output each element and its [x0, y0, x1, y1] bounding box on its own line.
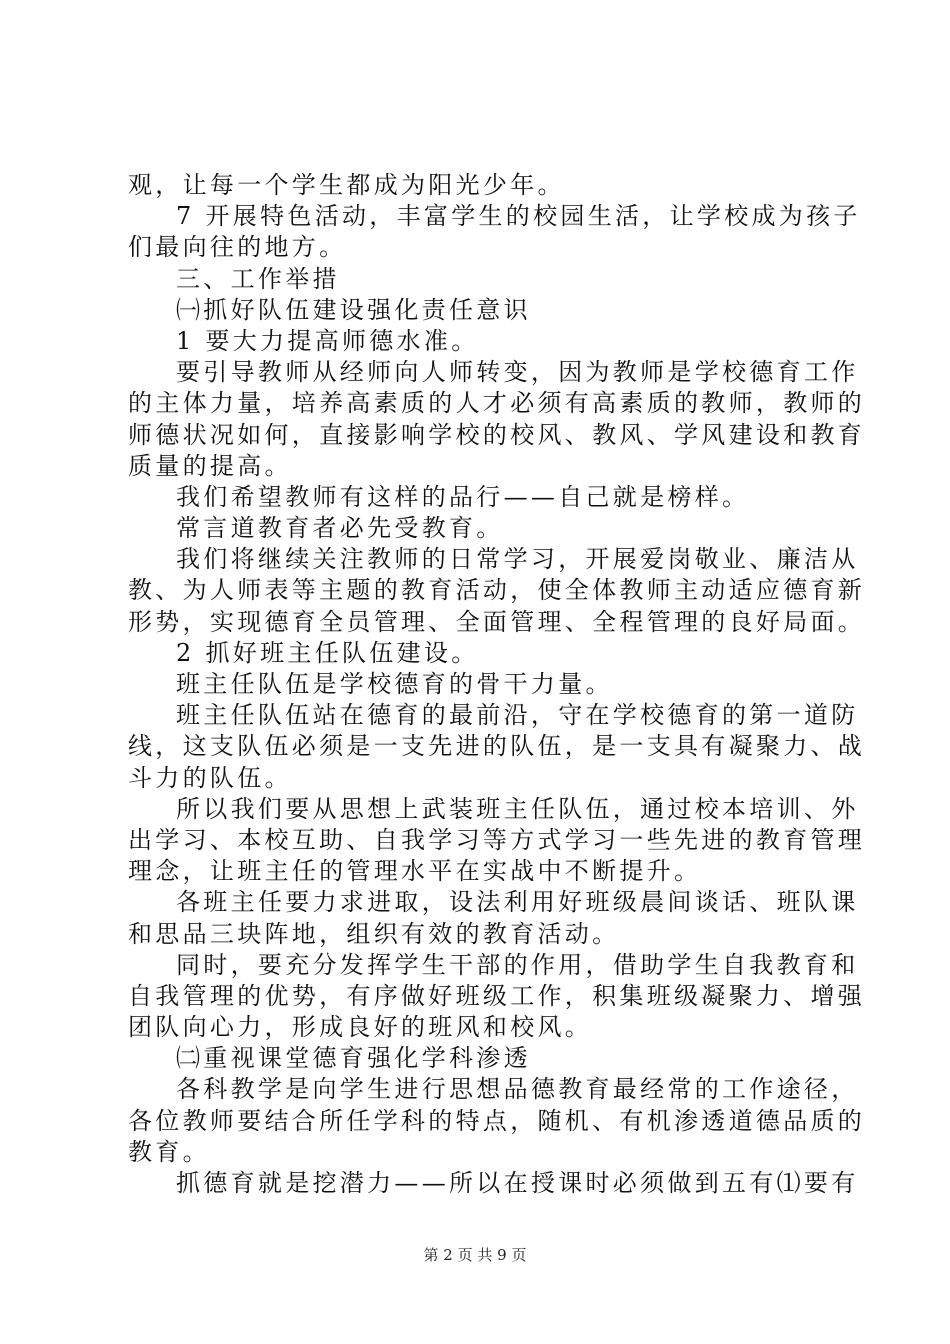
text-line: 斗力的队伍。 [128, 763, 292, 792]
text-line: 质量的提高。 [128, 451, 292, 480]
text-line: ㈡重视课堂德育强化学科渗透 [176, 1044, 531, 1073]
text-line: 1 要大力提高师德水准。 [176, 326, 479, 355]
text-line: 理念，让班主任的管理水平在实战中不断提升。 [128, 857, 702, 886]
text-line: 我们将继续关注教师的日常学习，开展爱岗敬业、廉洁从 [176, 545, 859, 574]
text-line: 要引导教师从经师向人师转变，因为教师是学校德育工作 [176, 358, 859, 387]
text-line: 们最向往的地方。 [128, 233, 347, 262]
text-line: 7 开展特色活动，丰富学生的校园生活，让学校成为孩子 [176, 202, 861, 231]
text-line: 班主任队伍站在德育的最前沿，守在学校德育的第一道防 [176, 701, 859, 730]
text-line: 各班主任要力求进取，设法利用好班级晨间谈话、班队课 [176, 888, 859, 917]
document-body [128, 170, 866, 1199]
text-line: 教、为人师表等主题的教育活动，使全体教师主动适应德育新 [128, 576, 866, 605]
text-line: 线，这支队伍必须是一支先进的队伍，是一支具有凝聚力、战 [128, 732, 866, 761]
text-line: 师德状况如何，直接影响学校的校风、教风、学风建设和教育 [128, 420, 866, 449]
text-line: 三、工作举措 [176, 264, 340, 293]
text-line: ㈠抓好队伍建设强化责任意识 [176, 295, 531, 324]
text-line: 2 抓好班主任队伍建设。 [176, 638, 479, 667]
page-footer: 第 2 页 共 9 页 [423, 1246, 527, 1264]
text-line: 抓德育就是挖潜力——所以在授课时必须做到五有⑴要有 [176, 1169, 859, 1197]
text-line: 班主任队伍是学校德育的骨干力量。 [176, 670, 613, 698]
text-line: 形势，实现德育全员管理、全面管理、全程管理的良好局面。 [128, 607, 866, 636]
text-line: 各位教师要结合所任学科的特点，随机、有机渗透道德品质的 [128, 1106, 866, 1135]
text-line: 团队向心力，形成良好的班风和校风。 [128, 1013, 593, 1042]
text-line: 常言道教育者必先受教育。 [176, 514, 504, 543]
text-line: 教育。 [128, 1137, 210, 1166]
text-line: 所以我们要从思想上武装班主任队伍，通过校本培训、外 [176, 794, 859, 823]
text-line: 自我管理的优势，有序做好班级工作，积集班级凝聚力、增强 [128, 981, 866, 1010]
text-line: 各科教学是向学生进行思想品德教育最经常的工作途径， [176, 1075, 859, 1104]
text-line: 和思品三块阵地，组织有效的教育活动。 [128, 919, 620, 948]
text-line: 出学习、本校互助、自我学习等方式学习一些先进的教育管理 [128, 825, 866, 854]
text-line: 同时，要充分发挥学生干部的作用，借助学生自我教育和 [176, 950, 859, 979]
text-line: 观，让每一个学生都成为阳光少年。 [128, 171, 565, 199]
text-line: 我们希望教师有这样的品行——自己就是榜样。 [176, 482, 750, 511]
text-line: 的主体力量，培养高素质的人才必须有高素质的教师，教师的 [128, 389, 866, 418]
